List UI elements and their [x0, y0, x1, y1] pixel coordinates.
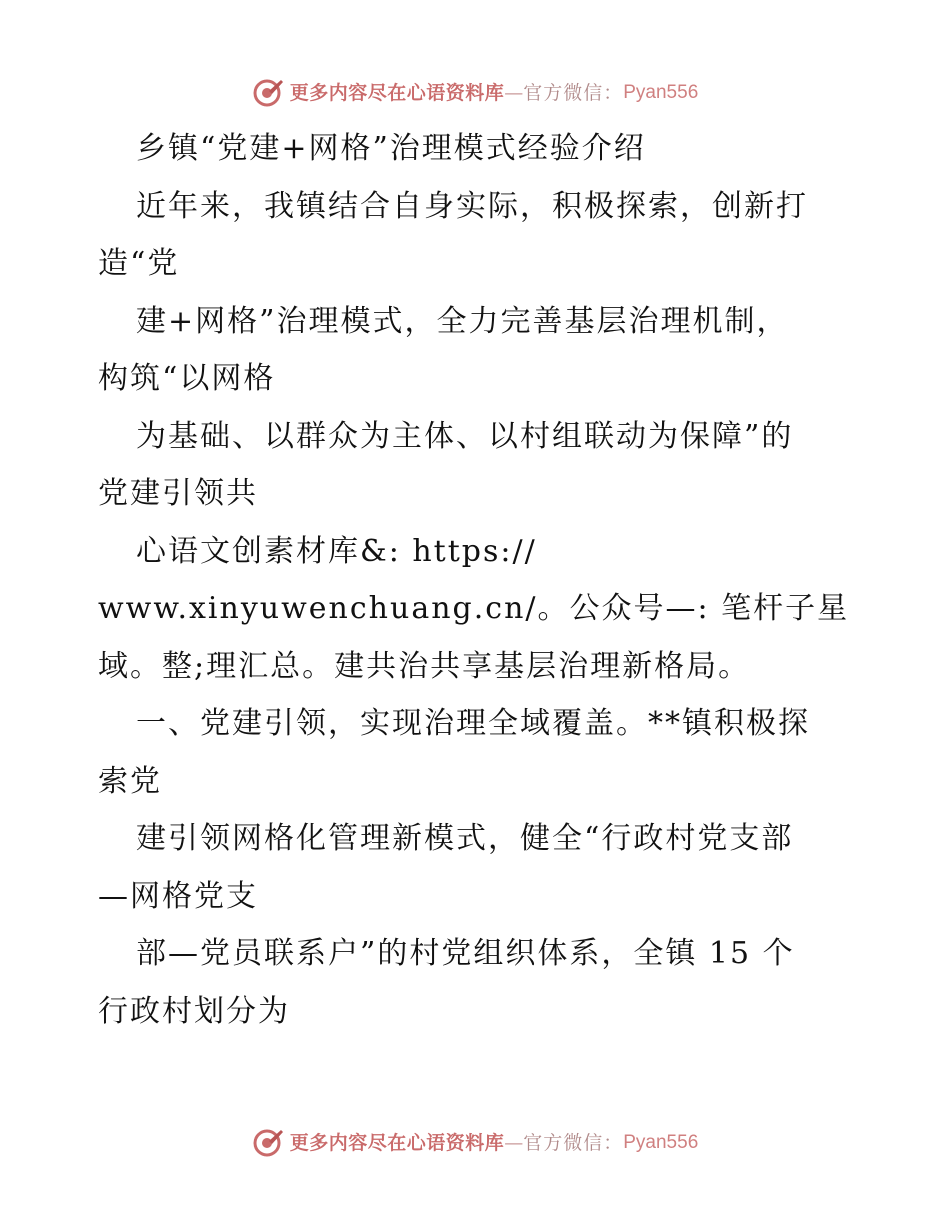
watermark-dash: —	[504, 82, 524, 104]
header-watermark	[0, 77, 950, 109]
section-heading-line: 一、党建引领，实现治理全域覆盖。**镇积极探	[136, 706, 810, 741]
watermark-wechat-label: 官方微信：	[523, 82, 624, 104]
text-line: 近年来，我镇结合自身实际，积极探索，创新打	[136, 188, 808, 224]
text-line: 域。整;理汇总。建共治共享基层治理新格局。	[98, 648, 751, 684]
text-line: —网格党支	[98, 878, 258, 914]
pen-logo-icon	[252, 1127, 284, 1159]
text-line: 索党	[98, 763, 162, 799]
text-line: 建引领网格化管理新模式，健全“行政村党支部	[136, 821, 794, 856]
watermark-dash: —	[504, 1132, 524, 1154]
pen-logo-icon	[252, 77, 284, 109]
watermark-main-text: 更多内容尽在心语资料库	[289, 1132, 505, 1154]
text-line: www.xinyuwenchuang.cn/。公众号—: 笔杆子星	[98, 591, 850, 626]
text-line: 部—党员联系户”的村党组织体系，全镇 15 个	[136, 936, 795, 971]
text-line: 党建引领共	[98, 476, 258, 511]
watermark-wechat-id: Pyan556	[623, 1132, 699, 1153]
watermark-wechat-id: Pyan556	[623, 82, 699, 103]
text-line: 行政村划分为	[98, 993, 290, 1029]
document-title: 乡镇“党建+网格”治理模式经验介绍	[136, 131, 646, 166]
document-body	[98, 120, 858, 1040]
text-line: 构筑“以网格	[98, 361, 276, 396]
text-line: 造“党	[98, 246, 180, 281]
footer-watermark	[0, 1127, 950, 1159]
text-line: 为基础、以群众为主体、以村组联动为保障”的	[136, 418, 794, 454]
watermark-main-text: 更多内容尽在心语资料库	[289, 82, 505, 104]
text-line: 建+网格”治理模式，全力完善基层治理机制，	[136, 303, 789, 339]
watermark-wechat-label: 官方微信：	[523, 1132, 624, 1154]
text-line: 心语文创素材库&: https://	[136, 533, 537, 569]
